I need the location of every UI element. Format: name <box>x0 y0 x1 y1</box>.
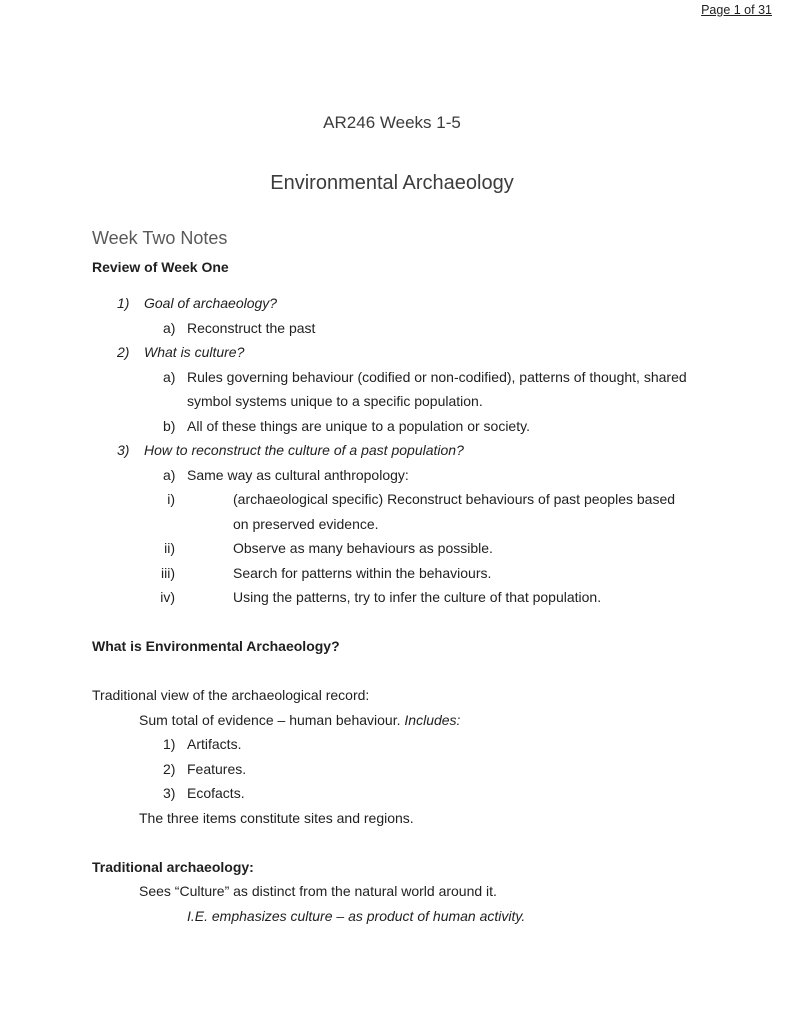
list-item-text: Rules governing behaviour (codified or non-codified), patterns of thought, shared symbol systems unique to a specific population. <box>187 368 687 409</box>
list-item-text: How to reconstruct the culture of a past population? <box>144 442 464 458</box>
section-heading-environmental-archaeology: What is Environmental Archaeology? <box>92 638 340 654</box>
list-marker: 1) <box>163 736 176 752</box>
list-item-text: All of these things are unique to a population or society. <box>187 417 530 434</box>
list-item <box>92 463 692 488</box>
list-item <box>92 291 692 316</box>
course-title: AR246 Weeks 1-5 <box>323 113 461 132</box>
list-marker: 2) <box>163 760 176 777</box>
list-marker: i) <box>167 491 175 507</box>
list-item <box>92 365 692 414</box>
section-heading-week-two-notes: Week Two Notes <box>92 228 228 248</box>
list-item-text: Observe as many behaviours as possible. <box>233 540 493 556</box>
list-item-text: Goal of archaeology? <box>144 295 278 311</box>
list-item <box>92 340 692 365</box>
list-marker: a) <box>163 368 176 385</box>
line-sum-total <box>92 708 692 733</box>
list-marker: b) <box>163 417 176 434</box>
list-item-text: Using the patterns, try to infer the culture of that population. <box>233 589 602 605</box>
sum-total-text: Sum total of evidence – human behaviour. <box>139 711 405 728</box>
list-item-text: What is culture? <box>144 344 245 360</box>
list-item <box>92 414 692 439</box>
list-marker: 2) <box>117 344 130 360</box>
record-components-list <box>92 732 692 806</box>
subsection-heading-review-of-week-one: Review of Week One <box>92 259 229 275</box>
list-item <box>92 585 692 610</box>
list-marker: 3) <box>163 785 176 801</box>
list-marker: 3) <box>117 442 130 458</box>
list-item <box>92 438 692 463</box>
list-item-features <box>92 757 692 782</box>
list-marker: a) <box>163 466 176 483</box>
list-marker: iv) <box>160 589 175 605</box>
line-three-items: The three items constitute sites and regions. <box>139 809 414 826</box>
list-item <box>92 316 692 341</box>
includes-label: Includes: <box>404 711 461 728</box>
list-item-text: Artifacts. <box>187 736 242 752</box>
list-item-text: Search for patterns within the behaviours. <box>233 564 492 581</box>
list-item <box>92 561 692 586</box>
list-item-artifacts <box>92 732 692 757</box>
document-title: Environmental Archaeology <box>270 172 514 194</box>
list-item-ecofacts <box>92 781 692 806</box>
list-item-text: (archaeological specific) Reconstruct behaviours of past peoples based on preserved evidence. <box>233 491 676 532</box>
list-marker: ii) <box>164 540 175 556</box>
list-item <box>92 487 692 536</box>
line-ie-emphasizes: I.E. emphasizes culture – as product of human activity. <box>187 907 526 924</box>
list-marker: 1) <box>117 295 130 311</box>
list-marker: iii) <box>161 564 175 581</box>
list-marker: a) <box>163 319 176 336</box>
section-heading-traditional-archaeology: Traditional archaeology: <box>92 858 254 875</box>
list-item-text: Ecofacts. <box>187 785 245 801</box>
review-outline-list <box>92 291 692 610</box>
list-item-text: Reconstruct the past <box>187 319 316 336</box>
list-item-text: Features. <box>187 760 247 777</box>
paragraph-traditional-view: Traditional view of the archaeological record: <box>92 687 370 703</box>
page-number: Page 1 of 31 <box>701 3 772 17</box>
line-sees-culture: Sees “Culture” as distinct from the natural world around it. <box>139 883 497 899</box>
list-item-text: Same way as cultural anthropology: <box>187 466 409 483</box>
list-item <box>92 536 692 561</box>
